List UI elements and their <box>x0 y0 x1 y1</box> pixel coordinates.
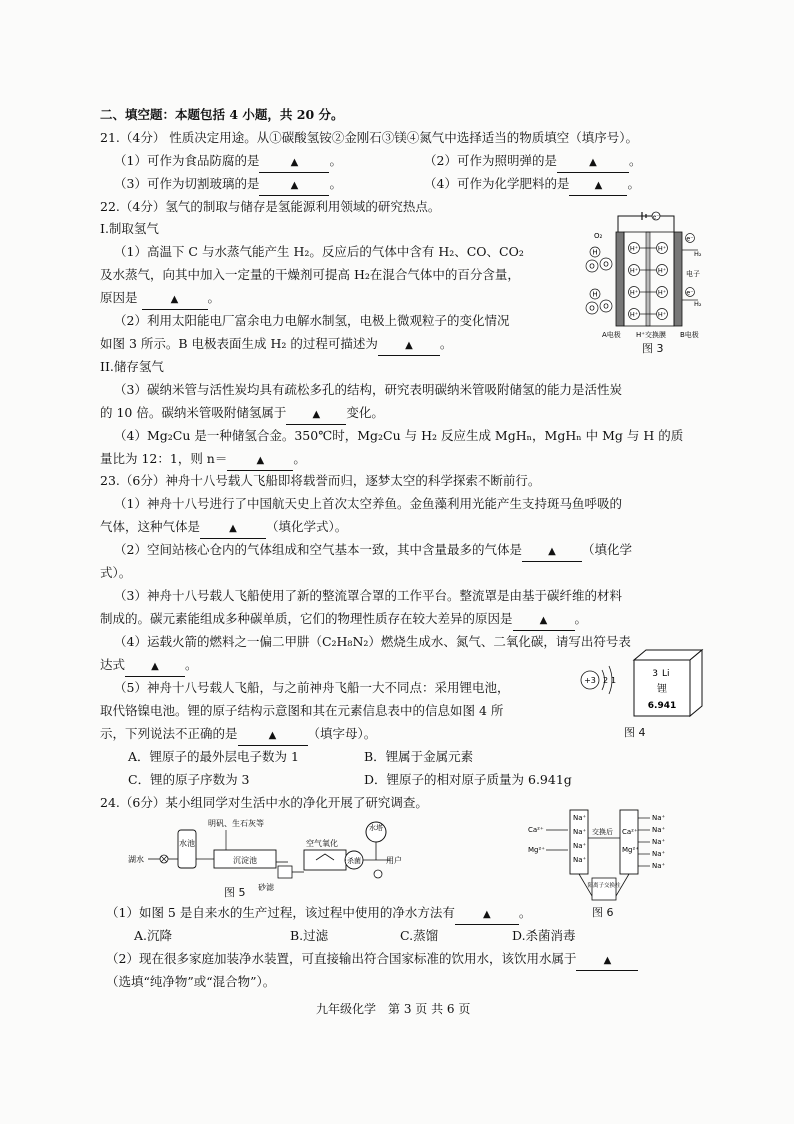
q24-part2-line2: （选填“纯净物”或“混合物”）。 <box>106 974 276 989</box>
q22-heading-2: II.储存氢气 <box>100 359 164 374</box>
svg-text:3: 3 <box>652 669 658 679</box>
q22-part2-line1: （2）利用太阳能电厂富余电力电解水制氢，电极上微观粒子的变化情况 <box>114 313 510 328</box>
q22-part2-line2: 如图 3 所示。B 电极表面生成 H₂ 的过程可描述为 ▲ 。 <box>100 335 452 356</box>
q21-part2: （2）可作为照明弹的是 ▲ 。 <box>424 152 641 173</box>
svg-text:湖水: 湖水 <box>128 855 144 864</box>
page-footer: 九年级化学 第 3 页 共 6 页 <box>316 1002 471 1016</box>
svg-text:H⁺: H⁺ <box>657 266 667 275</box>
svg-text:H: H <box>592 248 598 257</box>
svg-text:H⁺: H⁺ <box>657 288 667 297</box>
figure-3-diagram <box>580 210 714 356</box>
svg-text:Na⁺: Na⁺ <box>573 842 587 850</box>
q24-option-b: B.过滤 <box>290 928 329 943</box>
reservoir-tank <box>178 830 196 868</box>
svg-text:e⁻: e⁻ <box>686 234 694 243</box>
figure-5-water-plant <box>128 814 408 900</box>
figure-4-caption: 图 4 <box>624 726 646 739</box>
svg-text:空气氧化: 空气氧化 <box>306 839 338 848</box>
svg-text:H⁺: H⁺ <box>657 244 667 253</box>
q23-option-b: B．锂属于金属元素 <box>364 749 474 764</box>
q22-part1-line2: 及水蒸气，向其中加入一定量的干燥剂可提高 H₂在混合气体中的百分含量， <box>100 267 520 282</box>
q22-part3-line1: （3）碳纳米管与活性炭均具有疏松多孔的结构，研究表明碳纳米管吸附储氢的能力是活性炭 <box>114 382 622 397</box>
svg-text:砂滤: 砂滤 <box>258 883 274 892</box>
svg-text:Mg²⁺: Mg²⁺ <box>528 846 545 854</box>
svg-text:e⁻: e⁻ <box>686 288 694 297</box>
svg-text:e⁻: e⁻ <box>652 214 660 221</box>
q21-part1: （1）可作为食品防腐的是 ▲ 。 <box>114 152 342 173</box>
q22-part1-line3: 原因是 ▲ 。 <box>100 289 220 310</box>
figure-6-diagram <box>520 808 700 904</box>
q23-part4-line1: （4）运载火箭的燃料之一偏二甲肼（C₂H₈N₂）燃烧生成水、氮气、二氧化碳，请写出符号表 <box>114 634 631 649</box>
svg-text:Na⁺: Na⁺ <box>652 838 666 846</box>
svg-text:水塔: 水塔 <box>369 824 383 832</box>
q24-option-a: A.沉降 <box>134 928 173 943</box>
svg-text:水池: 水池 <box>179 839 195 848</box>
svg-text:O: O <box>603 260 609 269</box>
svg-text:O: O <box>603 302 609 311</box>
svg-text:A电极: A电极 <box>602 331 621 339</box>
figure-4-lithium <box>578 648 718 740</box>
svg-text:沉淀池: 沉淀池 <box>233 856 257 865</box>
svg-text:O: O <box>589 262 595 271</box>
svg-text:H⁺: H⁺ <box>629 288 639 297</box>
q21-part4: （4）可作为化学肥料的是 ▲ 。 <box>424 175 640 196</box>
q23-part5-line2: 取代铬镍电池。锂的原子结构示意图和其在元素信息表中的信息如图 4 所 <box>100 703 504 718</box>
q24-part2-line1: （2）现在很多家庭加装净水装置，可直接输出符合国家标准的饮用水，该饮用水属于 ▲ <box>106 950 638 971</box>
svg-text:H⁺: H⁺ <box>629 310 639 319</box>
q23-part3-line2: 制成的。碳元素能组成多种碳单质，它们的物理性质存在较大差异的原因是 ▲ 。 <box>100 610 587 631</box>
q23-part1-line2: 气体，这种气体是 ▲ （填化学式）。 <box>100 518 347 539</box>
svg-text:H⁺: H⁺ <box>629 266 639 275</box>
q24-option-c: C.蒸馏 <box>400 928 439 943</box>
q21-part3: （3）可作为切割玻璃的是 ▲ 。 <box>114 175 342 196</box>
svg-text:2: 2 <box>603 676 609 685</box>
svg-text:O: O <box>589 304 595 313</box>
q22-part4-line1: （4）Mg₂Cu 是一种储氢合金。350℃时，Mg₂Cu 与 H₂ 反应生成 MgHₙ，MgHₙ 中 Mg 与 H 的质 <box>114 428 684 443</box>
svg-text:Na⁺: Na⁺ <box>573 828 587 836</box>
svg-text:用户: 用户 <box>386 856 402 865</box>
cation-exchange-column <box>592 878 616 900</box>
q22-stem: 22.（4分）氢气的制取与储存是氢能源利用领域的研究热点。 <box>100 199 441 214</box>
figure-5-caption: 图 5 <box>224 886 246 899</box>
q24-option-d: D.杀菌消毒 <box>512 928 576 943</box>
figure-6-caption: 图 6 <box>592 906 614 919</box>
svg-text:6.941: 6.941 <box>647 701 677 711</box>
q23-option-c: C．锂的原子序数为 3 <box>128 772 250 787</box>
svg-text:+3: +3 <box>584 676 596 685</box>
svg-text:Ca²⁺: Ca²⁺ <box>622 828 638 836</box>
svg-text:Na⁺: Na⁺ <box>652 850 666 858</box>
figure-3-electrolysis <box>580 210 714 356</box>
exchange-membrane <box>646 232 650 326</box>
svg-text:1: 1 <box>611 676 617 685</box>
q23-option-a: A．锂原子的最外层电子数为 1 <box>128 749 299 764</box>
q21-stem: 21.（4分） 性质决定用途。从①碳酸氢铵②金刚石③镁④氮气中选择适当的物质填空（填序号）。 <box>100 130 639 145</box>
svg-text:Na⁺: Na⁺ <box>652 814 666 822</box>
svg-text:明矾、生石灰等: 明矾、生石灰等 <box>208 819 264 828</box>
figure-4-diagram <box>578 648 718 740</box>
q23-part2-line1: （2）空间站核心仓内的气体组成和空气基本一致，其中含量最多的气体是 ▲ （填化学 <box>114 541 632 562</box>
q23-part3-line1: （3）神舟十八号载人飞船使用了新的整流罩合罩的工作平台。整流罩是由基于碳纤维的材料 <box>114 588 622 603</box>
svg-text:杀菌: 杀菌 <box>347 857 361 865</box>
svg-text:H⁺: H⁺ <box>629 244 639 253</box>
q22-part4-line2: 量比为 12：1，则 n＝ ▲ 。 <box>100 450 306 471</box>
svg-text:Na⁺: Na⁺ <box>573 814 587 822</box>
svg-text:Li: Li <box>662 669 670 679</box>
svg-text:Na⁺: Na⁺ <box>652 826 666 834</box>
q24-part1: （1）如图 5 是自来水的生产过程，该过程中使用的净水方法有 ▲ 。 <box>106 904 531 925</box>
svg-text:O₂: O₂ <box>594 232 603 240</box>
figure-6-ion-exchange <box>520 808 700 920</box>
electrode-a <box>616 232 624 326</box>
q23-option-d: D．锂原子的相对原子质量为 6.941g <box>364 772 572 787</box>
q22-part3-line2: 的 10 倍。碳纳米管吸附储氢属于 ▲ 变化。 <box>100 404 384 425</box>
svg-text:H⁺: H⁺ <box>657 310 667 319</box>
svg-text:交换后: 交换后 <box>592 828 613 836</box>
svg-text:H: H <box>592 290 598 299</box>
q24-stem: 24.（6分）某小组同学对生活中水的净化开展了研究调查。 <box>100 795 428 810</box>
svg-text:Ca²⁺: Ca²⁺ <box>528 826 544 834</box>
svg-text:锂: 锂 <box>657 684 667 695</box>
q23-part4-line2: 达式 ▲ 。 <box>100 656 198 677</box>
svg-text:电子: 电子 <box>686 270 700 278</box>
q22-heading-1: I.制取氢气 <box>100 221 159 236</box>
electrode-b <box>674 232 682 326</box>
figure-5-diagram <box>128 814 408 900</box>
q23-part5-line3: 示，下列说法不正确的是 ▲ （填字母）。 <box>100 725 376 746</box>
svg-text:Na⁺: Na⁺ <box>652 862 666 870</box>
q23-stem: 23.（6分）神舟十八号载人飞船即将载誉而归，逐梦太空的科学探索不断前行。 <box>100 473 541 488</box>
svg-text:H₂: H₂ <box>694 250 702 258</box>
q23-part2-line2: 式）。 <box>100 565 132 580</box>
section-title: 二、填空题：本题包括 4 小题，共 20 分。 <box>100 107 344 122</box>
svg-text:Na⁺: Na⁺ <box>573 856 587 864</box>
svg-text:H⁺交换膜: H⁺交换膜 <box>636 331 666 339</box>
oxidation-tank <box>304 850 346 870</box>
svg-text:Mg²⁺: Mg²⁺ <box>622 846 639 854</box>
figure-3-caption: 图 3 <box>642 342 664 355</box>
q23-part5-line1: （5）神舟十八号载人飞船，与之前神舟飞船一大不同点：采用锂电池， <box>114 680 510 695</box>
svg-text:H₂: H₂ <box>694 300 702 308</box>
q22-part1-line1: （1）高温下 C 与水蒸气能产生 H₂。反应后的气体中含有 H₂、CO、CO₂ <box>114 244 524 259</box>
q23-part1-line1: （1）神舟十八号进行了中国航天史上首次太空养鱼。金鱼藻利用光能产生支持斑马鱼呼吸的 <box>114 496 622 511</box>
svg-text:阳离子交换柱: 阳离子交换柱 <box>587 883 621 889</box>
svg-text:B电极: B电极 <box>680 331 699 339</box>
